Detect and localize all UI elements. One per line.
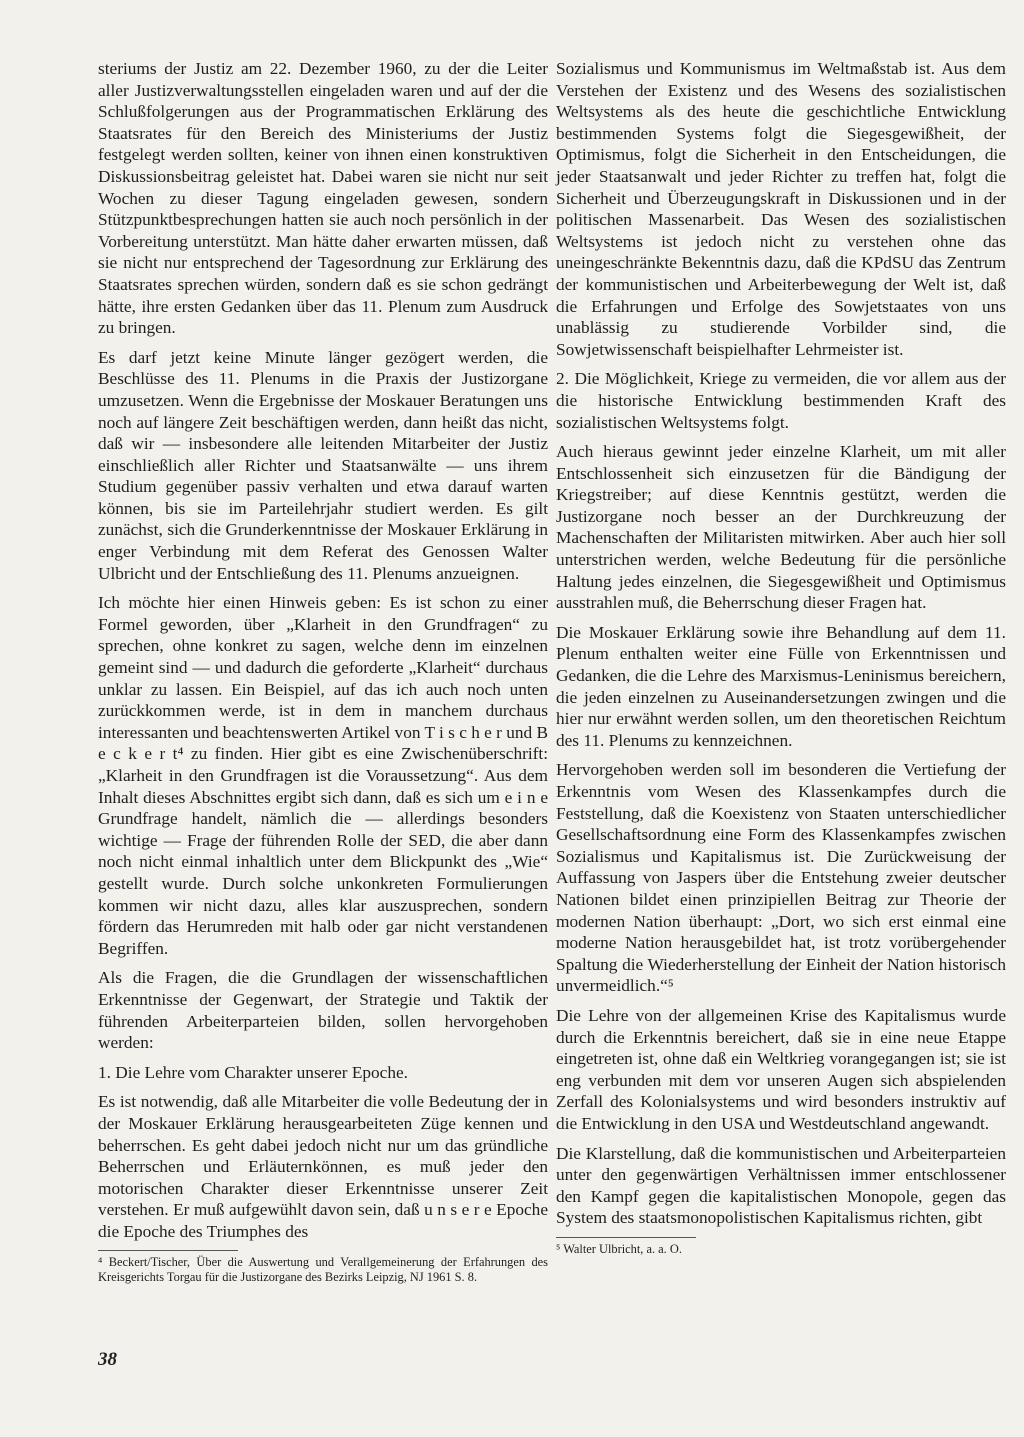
paragraph: Es darf jetzt keine Minute länger gezögert werden, die Beschlüsse des 11. Plenums in die Praxis der Justizorgane umzusetzen. Wenn die Ergebnisse der Moskauer Beratungen uns noch auf längere Zeit beschäftigen werden, dann heißt das nicht, daß wir — insbesondere alle leitenden Mitarbeiter der Justiz einschließlich aller Richter und Staatsanwälte — uns ihrem Studium gegenüber passiv verhalten und etwa darauf warten können, bis sie im Parteilehrjahr studiert werden. Es gilt zunächst, sich die Grunderkenntnisse der Moskauer Erklärung in enger Verbindung mit dem Referat des Genossen Walter Ulbricht und der Entschließung des 11. Plenums anzueignen. (98, 347, 548, 583)
paragraph: Die Moskauer Erklärung sowie ihre Behandlung auf dem 11. Plenum enthalten weiter eine Fülle von Erkenntnissen und Gedanken, die die Lehre des Marxismus-Leninismus bereichern, die jeden einzelnen zu Auseinandersetzungen zwingen und die hier nur erwähnt werden sollen, um den theoretischen Reichtum des 11. Plenums zu kennzeichnen. (556, 622, 1006, 750)
section-heading: 2. Die Möglichkeit, Kriege zu vermeiden, die vor allem aus der die historische Entwicklung bestimmenden Kraft des sozialistischen Weltsystems folgt. (556, 369, 1006, 432)
paragraph: Die Klarstellung, daß die kommunistischen und Arbeiterparteien unter den gegenwärtigen Verhältnissen immer entschlossener den Kampf gegen die kapitalistischen Monopole, gegen das System des staatsmonopolistischen Kapitalismus richten, gibt (556, 1143, 1006, 1228)
footnote-divider (98, 1250, 238, 1251)
section-heading: 1. Die Lehre vom Charakter unserer Epoche. (98, 1062, 408, 1082)
footnote-divider (556, 1237, 696, 1238)
left-column (98, 58, 548, 1285)
paragraph: Hervorgehoben werden soll im besonderen die Vertiefung der Erkenntnis vom Wesen des Klassenkampfes durch die Feststellung, daß die Koexistenz von Staaten unterschiedlicher Gesellschaftsordnung eine Form des Klassenkampfes zwischen Sozialismus und Kapitalismus ist. Die Zurückweisung der Auffassung von Jaspers über die Entstehung zweier deutscher Nationen bildet einen prinzipiellen Beitrag zur Theorie der modernen Nation überhaupt: „Dort, wo sich erst einmal eine moderne Nation herausgebildet hat, ist trotz vorübergehender Spaltung die Wiederherstellung der Einheit der Nation historisch unvermeidlich.“⁵ (556, 760, 1006, 996)
footnote: ⁵ Walter Ulbricht, a. a. O. (556, 1241, 682, 1256)
right-column (556, 58, 1006, 1256)
paragraph: Als die Fragen, die die Grundlagen der wissenschaftlichen Erkenntnisse der Gegenwart, der Strategie und Taktik der führenden Arbeiterparteien bilden, sollen hervorgehoben werden: (98, 968, 548, 1053)
paragraph: Die Lehre von der allgemeinen Krise des Kapitalismus wurde durch die Erkenntnis bereichert, daß sie in eine neue Etappe eingetreten ist, ohne daß ein Weltkrieg vorangegangen ist; sie ist eng verbunden mit dem vor unseren Augen sich abspielenden Zerfall des Kolonialsystems und wird besonders instruktiv auf die Entwicklung in den USA und Westdeutschland angewandt. (556, 1005, 1006, 1133)
paragraph: Sozialismus und Kommunismus im Weltmaßstab ist. Aus dem Verstehen der Existenz und des Wesens des sozialistischen Weltsystems als des heute die geschichtliche Entwicklung bestimmenden Systems folgt die Siegesgewißheit, der Optimismus, folgt die Sicherheit in den Entscheidungen, die jeder Staatsanwalt und jeder Richter zu treffen hat, folgt die Sicherheit und Überzeugungskraft in Diskussionen und in der politischen Massenarbeit. Das Wesen des sozialistischen Weltsystems ist jedoch nicht zu verstehen ohne das uneingeschränkte Bekenntnis dazu, daß die KPdSU das Zentrum der kommunistischen und Arbeiterbewegung der Welt ist, daß die Erfahrungen und Erfolge des Sowjetstaates von uns unablässig zu studierende Vorbilder sind, die Sowjetwissenschaft beispielhafter Lehrmeister ist. (556, 59, 1006, 359)
paragraph: steriums der Justiz am 22. Dezember 1960, zu der die Leiter aller Justizverwaltungsstellen eingeladen waren und auf der die Schlußfolgerungen aus der Programmatischen Erklärung des Staatsrates für den Bereich des Ministeriums der Justiz festgelegt werden sollten, keiner von ihnen einen konstruktiven Diskussionsbeitrag geleistet hat. Dabei waren sie nicht nur seit Wochen zu dieser Tagung eingeladen gewesen, sondern Stützpunktbesprechungen hatten sie auch noch persönlich in der Vorbereitung unterstützt. Man hätte daher erwarten müssen, daß sie nicht nur entsprechend der Tagesordnung zur Erklärung des Staatsrates sprechen würden, sondern daß es sie schon gedrängt hätte, ihre ersten Gedanken über das 11. Plenum zum Ausdruck zu bringen. (98, 59, 548, 338)
page-number: 38 (98, 1349, 117, 1370)
paragraph: Auch hieraus gewinnt jeder einzelne Klarheit, um mit aller Entschlossenheit sich einzusetzen für die Bändigung der Kriegstreiber; auf diese Kenntnis gestützt, werden die Justizorgane noch besser an der Durchkreuzung der Machenschaften der Militaristen mitwirken. Aber auch hier soll unterstrichen werden, welche Bedeutung für die persönliche Haltung jedes einzelnen, die Siegesgewißheit und Optimismus ausstrahlen muß, die Beherrschung dieser Fragen hat. (556, 442, 1006, 613)
paragraph: Es ist notwendig, daß alle Mitarbeiter die volle Bedeutung der in der Moskauer Erklärung herausgearbeiteten Züge kennen und beherrschen. Es geht dabei jedoch nicht nur um das gründliche Beherrschen und Erläuternkönnen, es muß jeder den motorischen Charakter dieser Erkenntnisse unserer Zeit verstehen. Er muß aufgewühlt davon sein, daß u n s e r e Epoche die Epoche des Triumphes des (98, 1092, 548, 1241)
paragraph: Ich möchte hier einen Hinweis geben: Es ist schon zu einer Formel geworden, über „Klarheit in den Grundfragen“ zu sprechen, ohne konkret zu sagen, welche denn im einzelnen gemeint sind — und dadurch die geforderte „Klarheit“ durchaus unklar zu lassen. Ein Beispiel, auf das ich auch noch unten zurückkommen werde, ist in dem in manchem durchaus interessanten und beachtenswerten Artikel von T i s c h e r und B e c k e r t⁴ zu finden. Hier gibt es eine Zwischenüberschrift: „Klarheit in den Grundfragen ist die Voraussetzung“. Aus dem Inhalt dieses Abschnittes ergibt sich dann, daß es sich um e i n e Grundfrage handelt, nämlich die — allerdings besonders wichtige — Frage der führenden Rolle der SED, die aber dann noch nicht einmal inhaltlich unter dem Blickpunkt des „Wie“ gestellt wurde. Durch solche unkonkreten Formulierungen kommen wir nicht dazu, alles klar auszusprechen, sondern fördern das Herumreden mit halb oder gar nicht verstandenen Begriffen. (98, 593, 549, 958)
footnote: ⁴ Beckert/Tischer, Über die Auswertung und Verallgemeinerung der Erfahrungen des Kreisgerichts Torgau für die Justizorgane des Bezirks Leipzig, NJ 1961 S. 8. (98, 1255, 548, 1285)
